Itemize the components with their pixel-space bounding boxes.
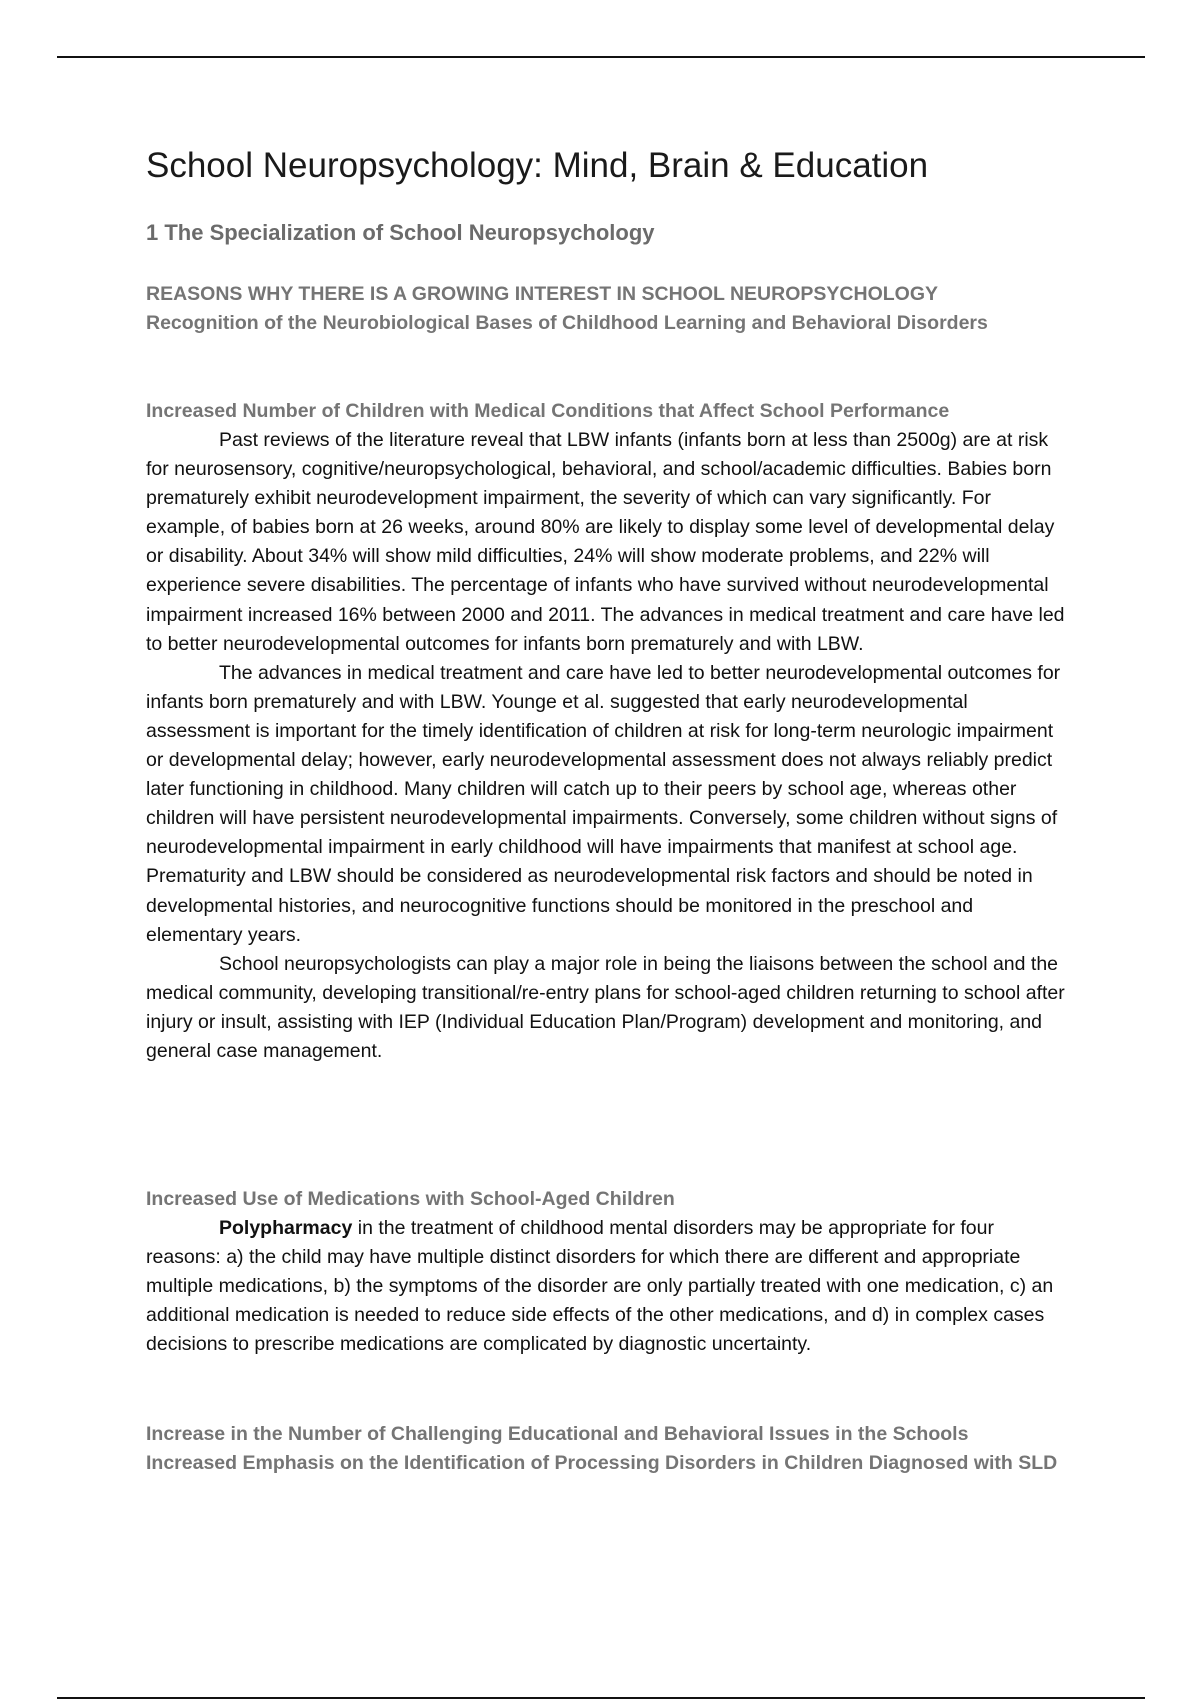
paragraph: The advances in medical treatment and care have led to better neurodevelopmental outcomes for infants born prematurely and with LBW. Younge et al. suggested that early neurodevelopmental assessment is important for the timely identification of children at risk for long-term neurologic impairment or developmental delay; however, early neurodevelopmental assessment does not always reliably predict later functioning in childhood. Many children will catch up to their peers by school age, whereas other children will have persistent neurodevelopmental impairments. Conversely, some children without signs of neurodevelopmental impairment in early childhood will have impairments that manifest at school age. Prematurity and LBW should be considered as neurodevelopmental risk factors and should be noted in developmental histories, and neurocognitive functions should be monitored in the preschool and elementary years.: [146, 661, 1061, 946]
paragraph: School neuropsychologists can play a major role in being the liaisons between the school and the medical community, developing transitional/re-entry plans for school-aged children returning to school after injury or insult, assisting with IEP (Individual Education Plan/Program) development and monitoring, and general case management.: [146, 952, 1065, 1062]
bottom-rule: [57, 1697, 1145, 1699]
paragraph: Past reviews of the literature reveal that LBW infants (infants born at less than 2500g) are at risk for neurosensory, cognitive/neuropsychological, behavioral, and school/academic difficulties. Babies born prematurely exhibit neurodevelopment impairment, the severity of which can vary significantly. For example, of babies born at 26 weeks, around 80% are likely to display some level of developmental delay or disability. About 34% will show mild difficulties, 24% will show moderate problems, and 22% will experience severe disabilities. The percentage of infants who have survived without neurodevelopmental impairment increased 16% between 2000 and 2011. The advances in medical treatment and care have led to better neurodevelopmental outcomes for infants born prematurely and with LBW.: [146, 429, 1065, 655]
section-medical-conditions: [146, 397, 1066, 1066]
document-title: School Neuropsychology: Mind, Brain & Education: [146, 146, 929, 185]
document-page: [146, 140, 1066, 1474]
section-neurobiological-bases: [146, 280, 1066, 338]
section-heading: Increase in the Number of Challenging Educational and Behavioral Issues in the Schools: [146, 1423, 969, 1445]
top-rule: [57, 56, 1145, 58]
section-heading: Increased Use of Medications with School-Aged Children: [146, 1188, 675, 1210]
bold-term: Polypharmacy: [219, 1217, 353, 1239]
paragraph: [146, 1214, 1066, 1359]
section-heading: Increased Emphasis on the Identification of Processing Disorders in Children Diagnosed with SLD: [146, 1452, 1058, 1474]
chapter-title: 1 The Specialization of School Neuropsychology: [146, 220, 655, 245]
paragraph-text: in the treatment of childhood mental disorders may be appropriate for four reasons: a) the child may have multiple distinct disorders for which there are different and appropriate multiple medications, b) the symptoms of the disorder are only partially treated with one medication, c) an additional medication is needed to reduce side effects of the other medications, and d) in complex cases decisions to prescribe medications are complicated by diagnostic uncertainty.: [146, 1217, 1054, 1356]
section-heading: Increased Number of Children with Medical Conditions that Affect School Performance: [146, 400, 950, 422]
major-heading: REASONS WHY THERE IS A GROWING INTEREST IN SCHOOL NEUROPSYCHOLOGY: [146, 283, 938, 305]
section-heading: Recognition of the Neurobiological Bases of Childhood Learning and Behavioral Disorders: [146, 312, 988, 334]
section-medications: [146, 1185, 1066, 1359]
section-remaining-headings: [146, 1420, 1066, 1478]
